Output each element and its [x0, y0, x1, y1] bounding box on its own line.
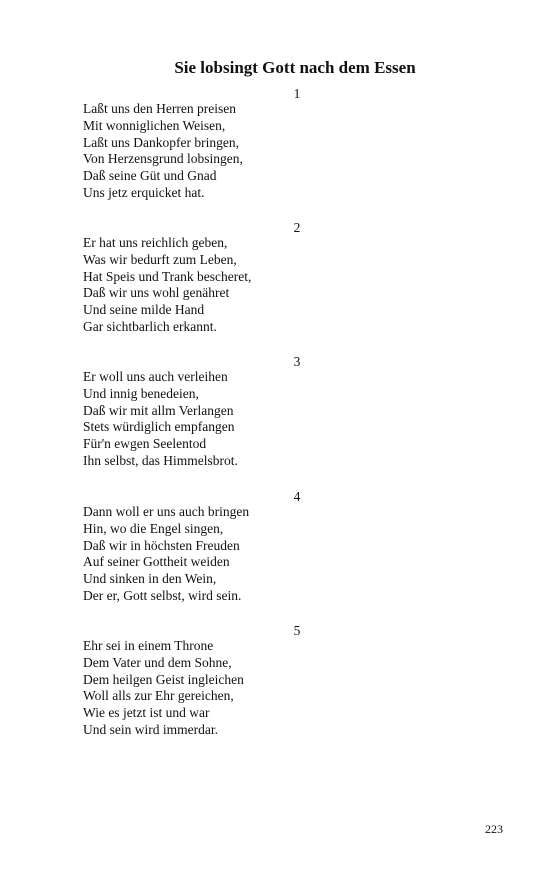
page-number: 223: [485, 822, 503, 836]
stanza-number: 5: [293, 623, 301, 638]
stanza-lines: [83, 504, 249, 605]
stanza-number: 1: [293, 86, 301, 101]
verse-line: Und innig benedeien,: [83, 385, 199, 401]
verse-line: Dem heilgen Geist ingleichen: [83, 671, 244, 687]
verse-line: Daß wir uns wohl genähret: [83, 285, 230, 301]
verse-line: Uns jetz erquicket hat.: [83, 184, 205, 200]
verse-line: Er woll uns auch verleihen: [83, 369, 228, 384]
verse-line: Stets würdiglich empfangen: [83, 419, 235, 435]
stanza-lines: [83, 101, 243, 202]
verse-line: Gar sichtbarlich erkannt.: [83, 318, 217, 334]
verse-line: Hat Speis und Trank bescheret,: [83, 268, 252, 284]
verse-line: Laßt uns den Herren preisen: [83, 101, 236, 116]
verse-line: Laßt uns Dankopfer bringen,: [83, 134, 239, 150]
verse-line: Von Herzensgrund lobsingen,: [83, 151, 243, 167]
verse-line: Und sinken in den Wein,: [83, 571, 217, 587]
verse-line: Woll alls zur Ehr gereichen,: [83, 688, 234, 704]
verse-line: Und seine milde Hand: [83, 302, 205, 318]
verse-line: Daß seine Güt und Gnad: [83, 168, 217, 184]
verse-line: Der er, Gott selbst, wird sein.: [83, 587, 242, 603]
verse-line: Ihn selbst, das Himmelsbrot.: [83, 452, 238, 468]
stanza-lines: [83, 235, 251, 336]
verse-line: Auf seiner Gottheit weiden: [83, 554, 230, 570]
verse-line: Dem Vater und dem Sohne,: [83, 654, 232, 670]
verse-line: Er hat uns reichlich geben,: [83, 235, 228, 250]
verse-line: Daß wir mit allm Verlangen: [83, 402, 234, 418]
verse-line: Ehr sei in einem Throne: [83, 638, 214, 653]
verse-line: Und sein wird immerdar.: [83, 721, 218, 737]
verse-line: Was wir bedurft zum Leben,: [83, 251, 237, 267]
verse-line: Dann woll er uns auch bringen: [83, 504, 250, 519]
page-title: Sie lobsingt Gott nach dem Essen: [174, 58, 416, 77]
verse-line: Wie es jetzt ist und war: [83, 705, 210, 721]
stanza-number: 3: [293, 354, 301, 369]
verse-line: Mit wonniglichen Weisen,: [83, 117, 226, 133]
verse-line: Daß wir in höchsten Freuden: [83, 537, 240, 553]
stanza-lines: [83, 369, 238, 470]
stanza-number: 4: [293, 489, 301, 504]
stanza-number: 2: [293, 220, 301, 235]
verse-line: Für'n ewgen Seelentod: [83, 436, 207, 452]
stanza-lines: [83, 638, 244, 739]
verse-line: Hin, wo die Engel singen,: [83, 520, 224, 536]
